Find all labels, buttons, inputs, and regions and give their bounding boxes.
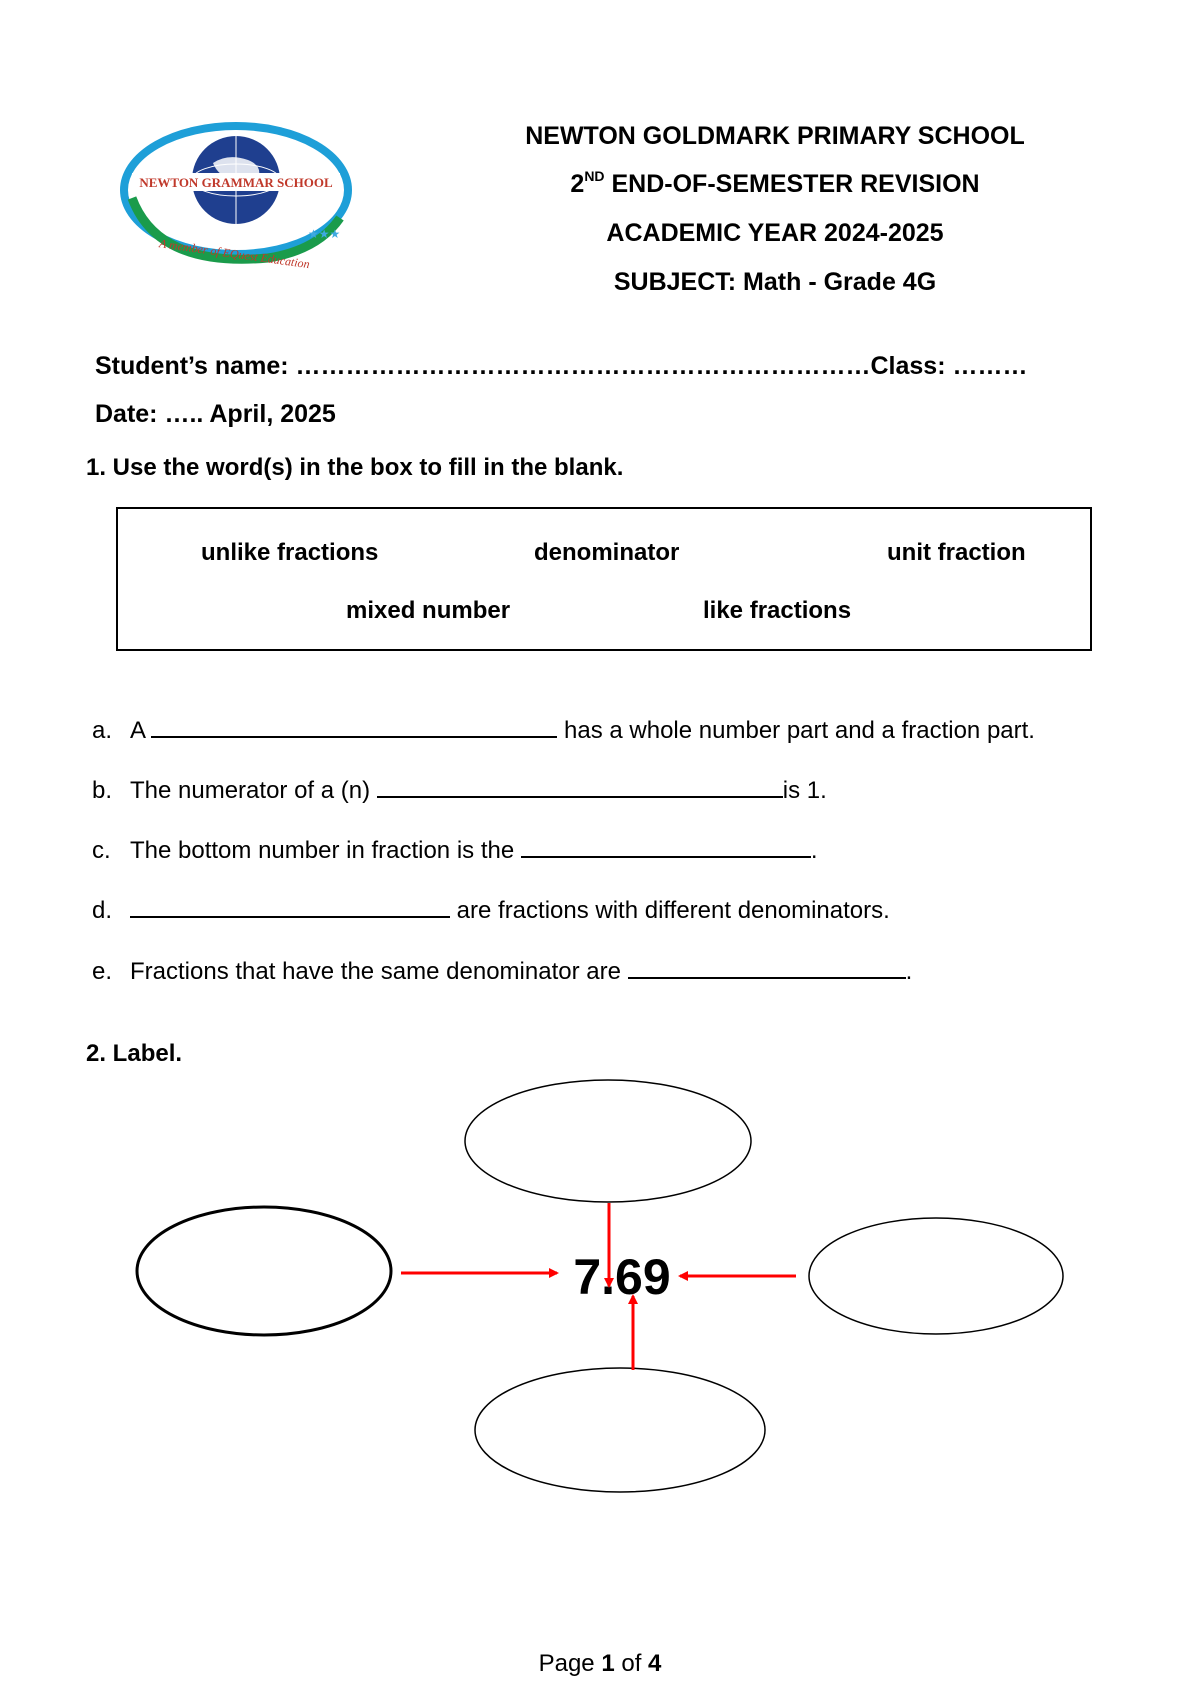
question-1-title: 1. Use the word(s) in the box to fill in the blank.	[86, 454, 624, 481]
blank-b[interactable]	[377, 774, 783, 798]
svg-text:★★★: ★★★	[308, 227, 341, 241]
question-c: c. The bottom number in fraction is the .	[92, 834, 818, 865]
blank-e[interactable]	[628, 955, 906, 979]
word-denominator: denominator	[534, 539, 680, 566]
label-ellipse-right[interactable]	[809, 1218, 1063, 1334]
question-e: e. Fractions that have the same denominator are .	[92, 955, 912, 986]
subject: SUBJECT: Math - Grade 4G	[613, 268, 937, 296]
question-2-title: 2. Label.	[86, 1040, 183, 1067]
page-footer: Page 1 of 4	[538, 1650, 662, 1677]
question-d: d. are fractions with different denominators.	[92, 894, 890, 925]
word-mixed-number: mixed number	[346, 597, 511, 624]
blank-d[interactable]	[130, 894, 450, 918]
word-unit-fraction: unit fraction	[887, 539, 1026, 566]
blank-a[interactable]	[151, 714, 557, 738]
svg-text:NEWTON GRAMMAR SCHOOL: NEWTON GRAMMAR SCHOOL	[139, 175, 333, 190]
question-a: a. A has a whole number part and a fraction part.	[92, 714, 1035, 745]
word-like-fractions: like fractions	[703, 597, 852, 624]
decimal-number: 7.69	[573, 1249, 671, 1305]
school-logo	[118, 118, 354, 278]
label-ellipse-left[interactable]	[137, 1207, 391, 1335]
academic-year: ACADEMIC YEAR 2024-2025	[606, 219, 944, 247]
svg-text:A member of EQuest Education: A member of EQuest Education	[158, 236, 311, 272]
label-ellipse-top[interactable]	[465, 1080, 751, 1202]
revision-title: 2ND END-OF-SEMESTER REVISION	[570, 168, 980, 198]
label-diagram	[0, 1060, 1200, 1520]
word-box	[116, 507, 1092, 651]
question-b: b. The numerator of a (n) is 1.	[92, 774, 827, 805]
label-ellipse-bottom[interactable]	[475, 1368, 765, 1492]
blank-c[interactable]	[521, 834, 811, 858]
date-line: Date: ….. April, 2025	[95, 400, 336, 428]
student-name-line: Student’s name: ……………………………………………………………Class: ………	[95, 352, 1028, 380]
word-unlike-fractions: unlike fractions	[201, 539, 379, 566]
school-name: NEWTON GOLDMARK PRIMARY SCHOOL	[525, 122, 1025, 150]
